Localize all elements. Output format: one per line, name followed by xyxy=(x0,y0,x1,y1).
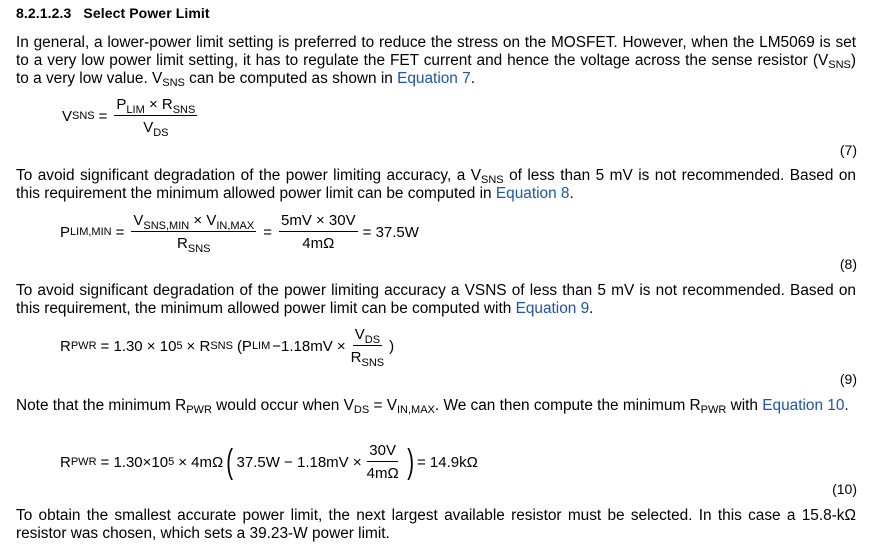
open-paren: ( xyxy=(226,443,234,481)
paragraph-intro: In general, a lower-power limit setting is preferred to reduce the stress on the MOSFET. However, when the LM5069 is set to a very low power limit setting, it has to regulate the FET current and hence the voltage across the sense resistor $(V_{SNS})$ to a very low value. $V_{SNS}$ can be computed as shown in Equation 7. xyxy=(16,34,856,89)
close-paren: ) xyxy=(406,443,414,481)
section-heading xyxy=(16,5,210,21)
equation-9: R PWR = 1.30 × 10 5 × R SNS (P LIM −1.18mV × $\frac{V_{DS}}{R_{SNS}}$ ) xyxy=(60,326,395,369)
paragraph-min-rpwr: Note that the minimum $R_{PWR}$ would occur when $V_{DS} = V_{IN,MAX}$. We can then compute the minimum $R_{PWR}$ with Equation 10. xyxy=(16,397,849,416)
equation-8-link[interactable]: Equation 8 xyxy=(495,185,570,202)
section-number: 8.2.1.2.3 xyxy=(16,5,72,21)
equation-7-link[interactable]: Equation 7 xyxy=(397,70,471,87)
paragraph-conclusion: To obtain the smallest accurate power limit, the next largest available resistor must be selected. In this case a 15.8-kΩ resistor was chosen, which sets a 39.23-W power limit. xyxy=(16,507,856,542)
equation-7: V SNS = $\frac{P_{LIM} \times R_{SNS}}{V_{DS}}$ xyxy=(62,96,196,139)
equation-10: R PWR = 1.30×10 5 × 4mΩ ( 37.5W − 1.18mV × $\frac{30V}{4m\Omega}$ ) = 14.9kΩ xyxy=(60,442,478,482)
equation-9-link[interactable]: Equation 9 xyxy=(515,300,590,317)
section-title: Select Power Limit xyxy=(83,5,210,21)
paragraph-min-power: To avoid significant degradation of the power limiting accuracy a VSNS of less than 5 mV is not recommended. Based on this requirement, the minimum allowed power limit can be computed with Equation 9. xyxy=(16,282,856,317)
equation-10-link[interactable]: Equation 10 xyxy=(762,397,845,414)
equation-10-number: (10) xyxy=(832,481,857,497)
equation-9-number: (9) xyxy=(839,371,857,387)
equation-8: P LIM,MIN = $\frac{V_{SNS,MIN} \times V_{IN,MAX}}{R_{SNS}}$ = $\frac{5mV \times 30V}{4m\Omega}$ = 37.5W xyxy=(60,212,419,255)
equation-8-number: (8) xyxy=(839,256,857,272)
equation-7-number: (7) xyxy=(839,142,857,158)
paragraph-vsns-limit: To avoid significant degradation of the power limiting accuracy, a $V_{SNS}$ of less than 5 mV is not recommended. Based on this requirement the minimum allowed power limit can be computed in Equation 8. xyxy=(16,167,856,202)
